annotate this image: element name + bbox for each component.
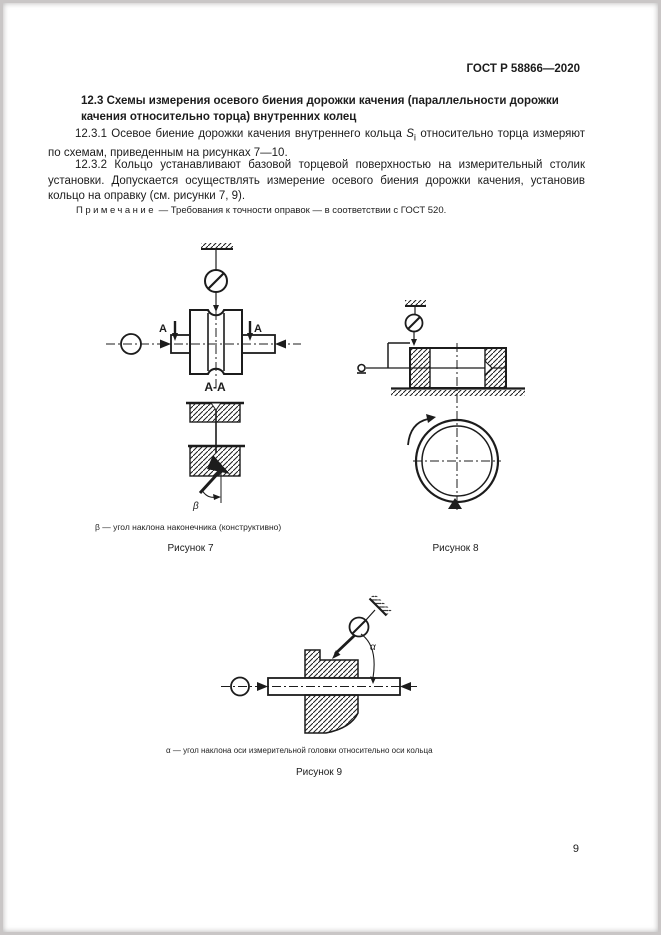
ring-section-upper-block bbox=[305, 650, 358, 678]
dial-indicator-icon bbox=[406, 315, 423, 332]
indicator-stand-bracket bbox=[388, 343, 410, 368]
document-page bbox=[3, 3, 658, 932]
note-paragraph bbox=[48, 204, 585, 217]
figure-8-diagram bbox=[343, 273, 573, 518]
probe-stem bbox=[332, 635, 355, 659]
bearing-ring-side-section bbox=[366, 348, 506, 388]
dial-indicator-icon bbox=[205, 270, 227, 292]
note-label: Примечание bbox=[76, 205, 156, 216]
svg-text:β: β bbox=[193, 501, 199, 512]
figure-9-legend: α — угол наклона оси измерительной головки относительно оси кольца bbox=[166, 746, 433, 755]
figure-7-caption: Рисунок 7 bbox=[167, 543, 214, 554]
figure-9-diagram bbox=[208, 588, 463, 743]
support-point-icon bbox=[448, 498, 462, 509]
paragraph-12-3-2: 12.3.2 Кольцо устанавливают базовой торцевой поверхностью на измерительный столик установки. Допускается осуществлять измерение осевого биения дорожки качения, установив кольцо на оправку (см. рисунки 7, 9). bbox=[48, 159, 585, 202]
figure-9-caption: Рисунок 9 bbox=[295, 767, 343, 778]
angle-alpha-arc bbox=[361, 634, 376, 684]
svg-text:A: A bbox=[254, 323, 262, 335]
svg-text:α: α bbox=[370, 642, 376, 653]
note-text: — Требования к точности оправок — в соответствии с ГОСТ 520. bbox=[156, 205, 447, 216]
document-header-standard-number: ГОСТ Р 58866—2020 bbox=[466, 63, 580, 75]
fixed-mount-icon bbox=[201, 243, 233, 249]
support-symbol-icon bbox=[357, 365, 366, 374]
symbol-S: S bbox=[406, 128, 414, 140]
ring-section-lower-block bbox=[305, 695, 358, 733]
fixed-mount-icon bbox=[405, 300, 426, 306]
section-heading: 12.3 Схемы измерения осевого биения дорожки качения (параллельности дорожки качения относительно торца) внутренних колец bbox=[81, 95, 559, 123]
paragraph-text: относительно торца измеряют по схемам, приведенным на рисунках 7—10. bbox=[48, 128, 586, 159]
ring-section-lower-block bbox=[188, 446, 245, 476]
figure-7-legend: β — угол наклона наконечника (конструктивно) bbox=[95, 522, 282, 532]
figure-7-diagram bbox=[93, 241, 328, 516]
measuring-table bbox=[391, 389, 525, 397]
figure-8-caption: Рисунок 8 bbox=[432, 543, 479, 554]
section-cut-mark-left bbox=[159, 321, 178, 341]
svg-text:A: A bbox=[159, 323, 167, 335]
dial-indicator-icon bbox=[350, 618, 369, 637]
paragraph-text: 12.3.1 Осевое биение дорожки качения внутреннего кольца bbox=[75, 128, 407, 140]
paragraph-12-3-1 bbox=[48, 127, 585, 161]
ring-section-upper-block bbox=[186, 403, 244, 422]
page-number: 9 bbox=[572, 843, 579, 855]
symbol-subscript: i bbox=[413, 132, 417, 144]
section-view-label: A-A bbox=[204, 380, 226, 394]
